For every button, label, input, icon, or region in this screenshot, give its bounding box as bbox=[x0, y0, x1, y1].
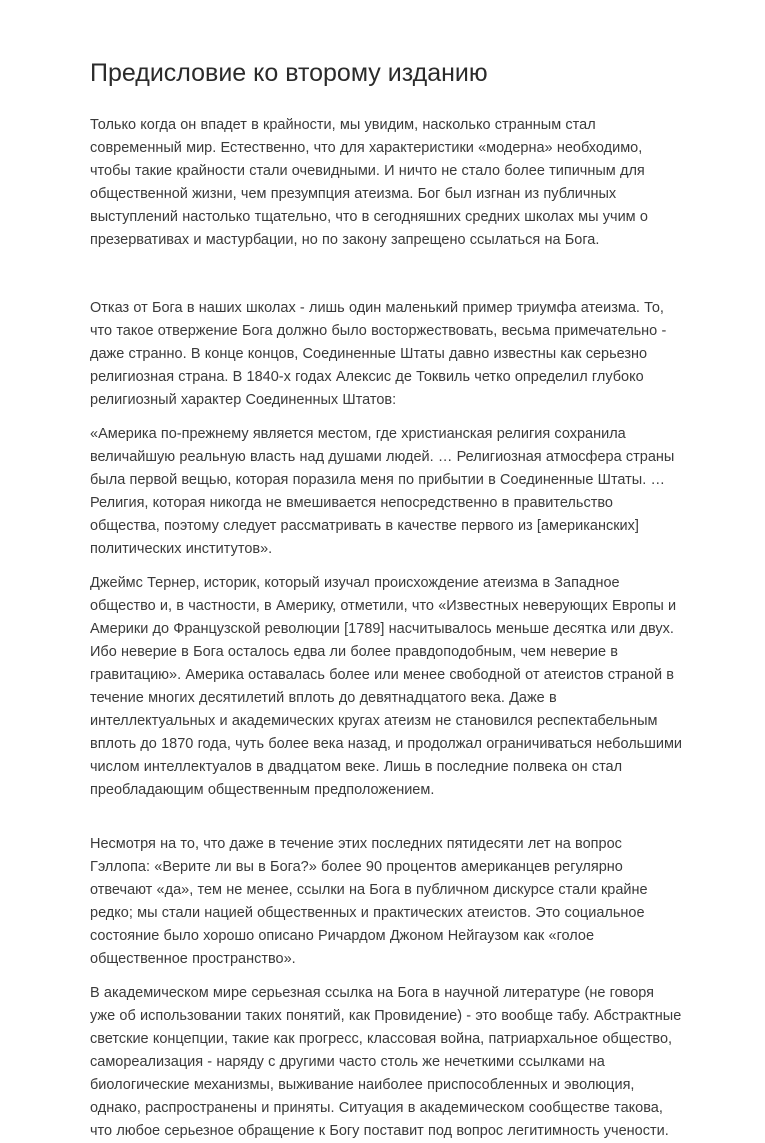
paragraph: В академическом мире серьезная ссылка на Бога в научной литературе (не говоря уже об использовании таких понятий, как Провидение) - это вообще табу. Абстрактные светские концепции, такие как прогресс, классовая война, патриархальное общество, самореализация - наряду с другими часто столь же нечеткими ссылками на биологические механизмы, выживание наиболее приспособленных и эволюция, однако, распространены и приняты. Ситуация в академическом сообществе такова, что любое серьезное обращение к Богу поставит под вопрос легитимность учености. bbox=[90, 985, 682, 1139]
paragraph-quote: «Америка по-прежнему является местом, где христианская религия сохранила величайшую реальную власть над душами людей. … Религиозная атмосфера страны была первой вещью, которая поразила меня по прибытии в Соединенные Штаты. … Религия, которая никогда не вмешивается непосредственно в правительство общества, поэтому следует рассматривать в качестве первого из [американских] политических институтов». bbox=[90, 426, 675, 557]
paragraph: Джеймс Тернер, историк, который изучал происхождение атеизма в Западное общество и, в частности, в Америку, отметили, что «Известных неверующих Европы и Америки до Французской революции [1789] насчитывалось меньше десятка или двух. Ибо неверие в Бога осталось едва ли более правдоподобным, чем неверие в гравитацию». Америка оставалась более или менее свободной от атеистов страной в течение многих десятилетий вплоть до девятнадцатого века. Даже в интеллектуальных и академических кругах атеизм не становился респектабельным вплоть до 1870 года, чуть более века назад, и продолжал ограничиваться небольшими числом интеллектуалов в двадцатом веке. Лишь в последние полвека он стал преобладающим общественным предположением. bbox=[90, 575, 683, 798]
page-title: Предисловие ко второму изданию bbox=[90, 59, 488, 87]
paragraph: Несмотря на то, что даже в течение этих последних пятидесяти лет на вопрос Гэллопа: «Верите ли вы в Бога?» более 90 процентов американцев регулярно отвечают «да», тем не менее, ссылки на Бога в публичном дискурсе стали крайне редко; мы стали нацией общественных и практических атеистов. Это социальное состояние было хорошо описано Ричардом Джоном Нейгаузом как «голое общественное пространство». bbox=[90, 836, 648, 967]
paragraph: Только когда он впадет в крайности, мы увидим, насколько странным стал современный мир. Естественно, что для характеристики «модерна» необходимо, чтобы такие крайности стали очевидными. И ничто не стало более типичным для общественной жизни, чем презумпция атеизма. Бог был изгнан из публичных выступлений настолько тщательно, что в сегодняшних средних школах мы учим о презервативах и мастурбации, но по закону запрещено ссылаться на Бога. bbox=[90, 117, 648, 248]
paragraph: Отказ от Бога в наших школах - лишь один маленький пример триумфа атеизма. То, что такое отвержение Бога должно было восторжествовать, весьма примечательно - даже странно. В конце концов, Соединенные Штаты давно известны как серьезно религиозная страна. В 1840-х годах Алексис де Токвиль четко определил глубоко религиозный характер Соединенных Штатов: bbox=[90, 300, 667, 408]
